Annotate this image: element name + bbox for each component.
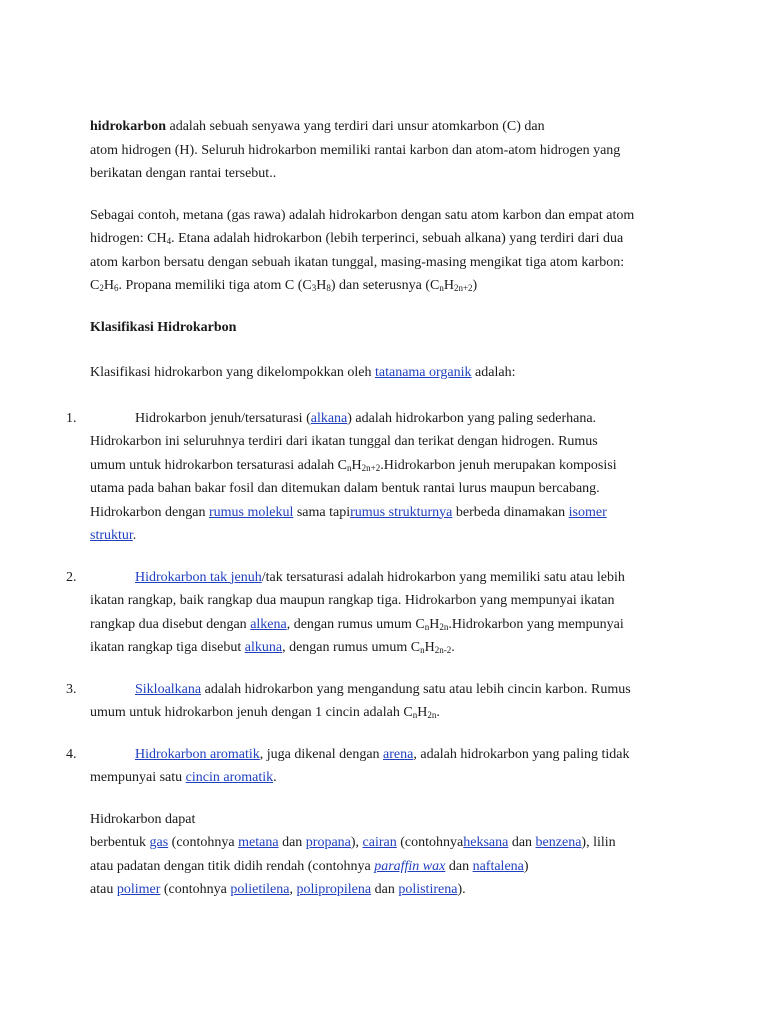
link-hidrokarbon-tak-jenuh[interactable]: Hidrokarbon tak jenuh: [135, 569, 262, 585]
link-sikloalkana[interactable]: Sikloalkana: [135, 681, 202, 697]
text: rangkap dua disebut dengan: [90, 616, 251, 632]
text: H: [103, 278, 114, 293]
link-gas[interactable]: gas: [149, 835, 169, 850]
link-cairan[interactable]: cairan: [362, 835, 397, 850]
text: H: [417, 705, 428, 720]
subscript: n: [412, 710, 418, 720]
text: dan: [278, 835, 306, 850]
list-item: [66, 743, 690, 790]
link-isomer-struktur[interactable]: struktur: [90, 528, 133, 543]
link-benzena[interactable]: benzena: [535, 835, 582, 850]
text: ),: [350, 835, 363, 850]
text: dan: [445, 858, 473, 874]
subscript: 3: [311, 283, 317, 293]
text: umum untuk hidrokarbon jenuh dengan 1 cincin adalah C: [90, 705, 413, 720]
document-body: [66, 115, 690, 920]
list-number: 3.: [66, 681, 77, 697]
subscript: n: [347, 462, 352, 473]
list-number: 2.: [66, 569, 77, 585]
link-alkuna[interactable]: alkuna: [244, 640, 283, 655]
link-polistirena[interactable]: polistirena: [398, 882, 458, 897]
text: , dengan rumus umum C: [282, 640, 421, 655]
text: atau: [90, 882, 117, 897]
text: H: [424, 640, 435, 655]
text: utama pada bahan bakar fosil dan ditemukan dalam bentuk rantai lurus maupun bercabang.: [90, 481, 600, 496]
text: dan: [371, 882, 399, 897]
text: ) adalah hidrokarbon yang paling sederhana.: [347, 410, 597, 426]
text: .Hidrokarbon jenuh merupakan komposisi: [380, 457, 617, 473]
paragraph-examples: [90, 204, 690, 298]
text: H: [316, 278, 327, 293]
text: .: [436, 705, 440, 720]
subscript: n: [439, 283, 444, 293]
subscript: n: [420, 645, 425, 655]
text: dan: [508, 835, 536, 850]
text: atom hidrogen (H). Seluruh hidrokarbon memiliki rantai karbon dan atom-atom hidrogen yang: [90, 142, 621, 158]
link-metana[interactable]: metana: [238, 835, 279, 850]
text: Klasifikasi hidrokarbon yang dikelompokkan oleh: [90, 365, 375, 380]
text: /tak tersaturasi adalah hidrokarbon yang memiliki satu atau lebih: [261, 569, 625, 585]
link-rumus-molekul[interactable]: rumus molekul: [208, 504, 294, 520]
text: , dengan rumus umum C: [286, 616, 425, 632]
text: adalah hidrokarbon yang mengandung satu atau lebih cincin karbon. Rumus: [201, 681, 631, 697]
link-alkena[interactable]: alkena: [250, 616, 287, 632]
text: (contohnya: [396, 835, 464, 850]
text: .Hidrokarbon yang mempunyai: [448, 616, 624, 632]
text: (contohnya: [160, 882, 231, 897]
subscript: 2: [99, 283, 104, 293]
list-item: [66, 678, 690, 725]
text: (contohnya: [168, 835, 239, 850]
text: ): [472, 278, 478, 293]
text: ikatan rangkap tiga disebut: [90, 640, 245, 655]
list-item: [66, 407, 690, 548]
text: Sebagai contoh, metana (gas rawa) adalah hidrokarbon dengan satu atom karbon dan empat atom: [90, 207, 635, 223]
text: atom karbon bersatu dengan sebuah ikatan tunggal, masing-masing mengikat tiga atom karbon:: [90, 254, 625, 270]
paragraph-definition: [90, 115, 690, 186]
link-propana[interactable]: propana: [305, 835, 351, 850]
list-item: [66, 566, 690, 660]
link-polipropilena[interactable]: polipropilena: [296, 882, 372, 897]
text: H: [443, 278, 454, 293]
list-number: 1.: [66, 410, 77, 426]
link-cincin-aromatik[interactable]: cincin aromatik: [185, 770, 274, 785]
text: adalah sebuah senyawa yang terdiri dari unsur atomkarbon (C) dan: [166, 119, 545, 134]
subscript: 4: [166, 236, 172, 246]
first-indent: [90, 747, 260, 762]
link-arena[interactable]: arena: [383, 746, 414, 762]
subscript: 2n: [439, 621, 449, 632]
text: H: [351, 457, 362, 473]
link-hidrokarbon-aromatik[interactable]: Hidrokarbon aromatik: [135, 746, 260, 762]
link-alkana[interactable]: alkana: [310, 410, 348, 426]
text: . Propana memiliki tiga atom C (C: [118, 278, 312, 293]
text: C: [90, 278, 100, 293]
text: Hidrokarbon dengan: [90, 504, 209, 520]
subscript: 8: [326, 283, 331, 293]
text: adalah:: [471, 365, 516, 380]
text: hidrogen: CH: [90, 231, 167, 246]
first-indent: [90, 570, 262, 585]
link-naftalena[interactable]: naftalena: [472, 858, 524, 874]
text: umum untuk hidrokarbon tersaturasi adalah C: [90, 457, 347, 473]
text: Hidrokarbon jenuh/tersaturasi (: [135, 410, 311, 426]
subscript: 2n-2: [434, 645, 452, 655]
subscript: 2n+2: [361, 462, 381, 473]
text: Hidrokarbon dapat: [90, 811, 196, 827]
text: H: [429, 616, 440, 632]
text: . Etana adalah hidrokarbon (lebih terperinci, sebuah alkana) yang terdiri dari dua: [171, 231, 624, 246]
subscript: 2n: [427, 710, 437, 720]
text: berbeda dinamakan: [452, 504, 569, 520]
text: .: [132, 528, 137, 543]
list-number: 4.: [66, 746, 77, 762]
text: , juga dikenal dengan: [259, 746, 384, 762]
section-heading: Klasifikasi Hidrokarbon: [90, 319, 237, 335]
link-tatanama-organik[interactable]: tatanama organik: [375, 365, 472, 380]
first-indent: [90, 682, 201, 697]
text: ikatan rangkap, baik rangkap dua maupun rangkap tiga. Hidrokarbon yang mempunyai ikatan: [90, 593, 615, 608]
text: ) dan seterusnya (C: [330, 278, 440, 293]
text: ): [523, 858, 529, 874]
term-hidrokarbon: hidrokarbon: [90, 119, 166, 134]
subscript: n: [424, 621, 430, 632]
paragraph-forms: [90, 808, 690, 902]
link-isomer-struktur[interactable]: isomer: [568, 504, 607, 520]
text: berbentuk: [90, 835, 150, 850]
link-polimer[interactable]: polimer: [116, 882, 161, 897]
text: .: [273, 770, 277, 785]
text: ), lilin: [581, 835, 616, 850]
paragraph-intro: [90, 361, 690, 385]
link-paraffin-wax[interactable]: paraffin wax: [374, 858, 446, 874]
text: ).: [457, 882, 466, 897]
link-rumus-strukturnya[interactable]: rumus strukturnya: [350, 504, 453, 520]
text: ,: [289, 882, 297, 897]
subscript: 2n+2: [453, 283, 473, 293]
link-heksana[interactable]: heksana: [463, 835, 509, 850]
text: Hidrokarbon ini seluruhnya terdiri dari ikatan tunggal dan terikat dengan hidrogen. Rumus: [90, 434, 598, 449]
text: , adalah hidrokarbon yang paling tidak: [413, 746, 630, 762]
subscript: 6: [113, 283, 119, 293]
text: .: [451, 640, 455, 655]
text: atau padatan dengan titik didih rendah (contohnya: [90, 858, 375, 874]
link-polietilena[interactable]: polietilena: [230, 882, 290, 897]
text: sama tapi: [293, 504, 351, 520]
text: berikatan dengan rantai tersebut..: [90, 166, 277, 181]
text: mempunyai satu: [90, 770, 186, 785]
